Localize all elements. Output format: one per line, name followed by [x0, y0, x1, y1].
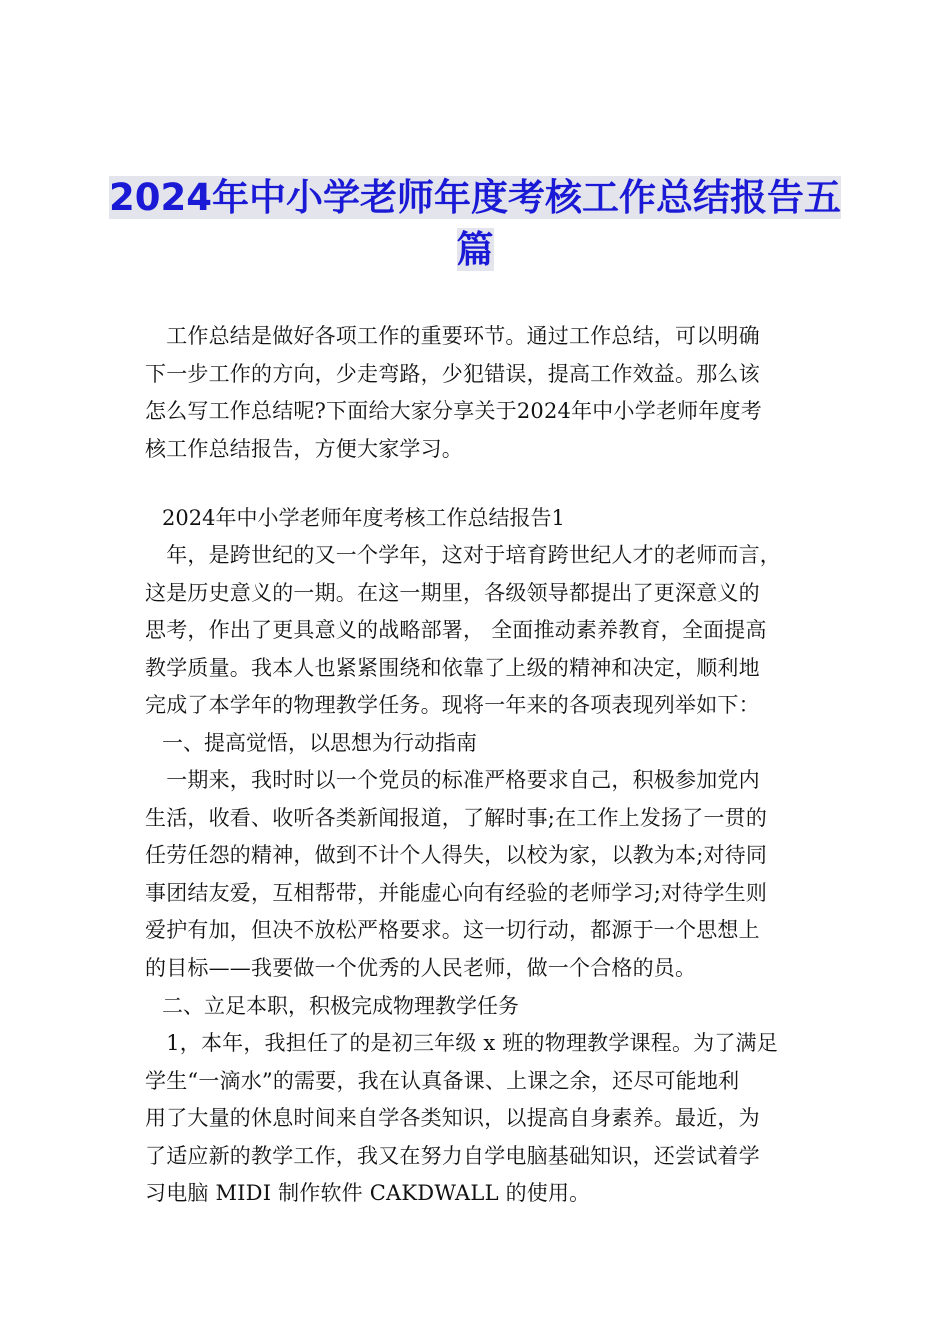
paragraph-2: 一期来，我时时以一个党员的标准严格要求自己，积极参加党内 生活，收看、收听各类新闻报道，了解时事;在工作上发扬了一贯的 任劳任怨的精神，做到不计个人得失，以校为家，以教为本;对待同 事团结友爱，互相帮带，并能虚心向有经验的老师学习;对待学生则 爱护有加，但决不放松严格要求。这一切行动，都源于一个思想上 的目标——我要做一个优秀的人民老师，做一个合格的员。	[145, 768, 768, 980]
document-title-text: 2024年中小学老师年度考核工作总结报告五篇	[109, 176, 841, 271]
subheading-1: 一、提高觉悟，以思想为行动指南	[162, 731, 477, 755]
intro-paragraph: 工作总结是做好各项工作的重要环节。通过工作总结，可以明确 下一步工作的方向，少走弯路，少犯错误，提高工作效益。那么该 怎么写工作总结呢?下面给大家分享关于2024年中小学老师年度考 核工作总结报告，方便大家学习。	[145, 324, 762, 461]
document-title	[100, 172, 850, 276]
paragraph-3: 1，本年，我担任了的是初三年级 x 班的物理教学课程。为了满足 学生“一滴水”的需要，我在认真备课、上课之余，还尽可能地利 用了大量的休息时间来自学各类知识，以提高自身素养。最近，为 了适应新的教学工作，我又在努力自学电脑基础知识，还尝试着学 习电脑 MIDI 制作软件 CAKDWALL 的使用。	[145, 1031, 778, 1205]
section-heading: 2024年中小学老师年度考核工作总结报告1	[162, 506, 565, 530]
section-paragraph-1: 年，是跨世纪的又一个学年，这对于培育跨世纪人才的老师而言， 这是历史意义的一期。在这一期里，各级领导都提出了更深意义的 思考，作出了更具意义的战略部署， 全面推动素养教育，全面提高 教学质量。我本人也紧紧围绕和依靠了上级的精神和决定，顺利地 完成了本学年的物理教学任务。现将一年来的各项表现列举如下：	[145, 543, 781, 717]
subheading-2: 二、立足本职，积极完成物理教学任务	[162, 994, 519, 1018]
